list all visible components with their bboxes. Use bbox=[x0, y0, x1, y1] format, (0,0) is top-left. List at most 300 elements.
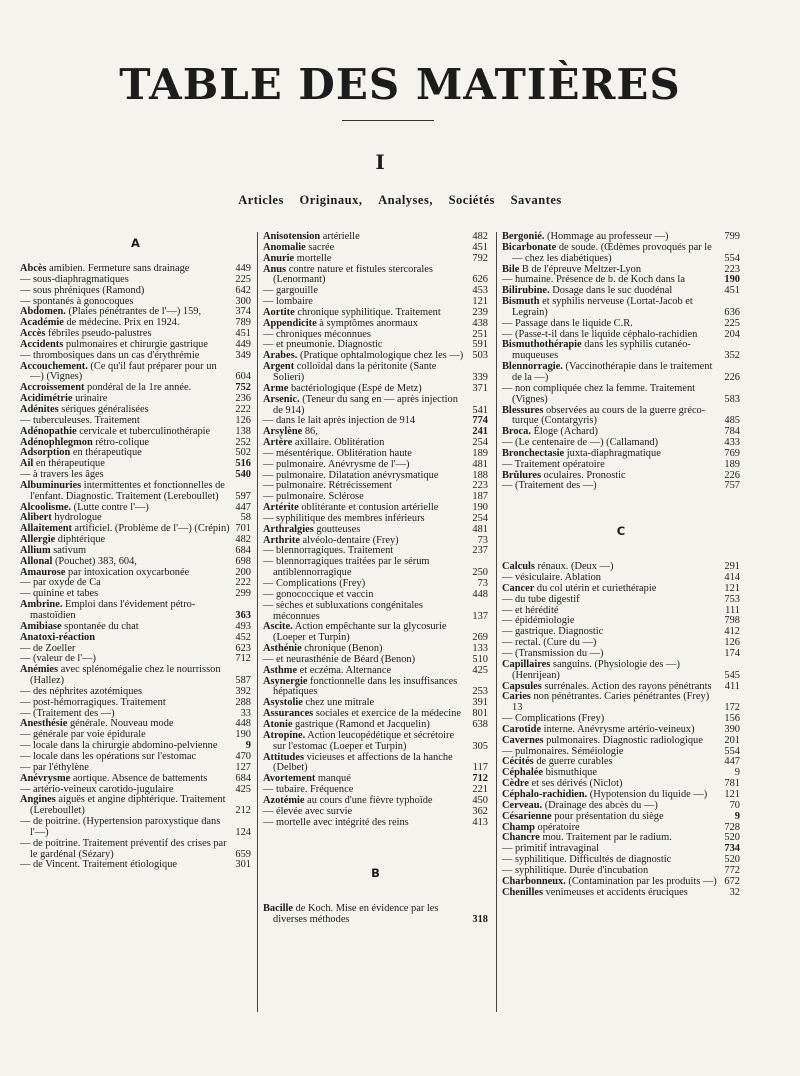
page-number: 251 bbox=[472, 328, 488, 340]
entry-heading: Ambrine. bbox=[20, 599, 63, 611]
entry-heading: Anesthésie bbox=[20, 718, 68, 730]
entry-description: avec splénomégalie chez le nourrisson (Hallez) bbox=[30, 664, 221, 687]
entry-description: axillaire. Oblitération bbox=[292, 437, 385, 449]
entry-heading: Asthme bbox=[263, 664, 298, 676]
page-number: 485 bbox=[724, 415, 740, 427]
entry-description: de médecine. Prix en 1924. bbox=[63, 317, 180, 329]
page-number: 223 bbox=[472, 480, 488, 492]
page-number: 222 bbox=[235, 403, 251, 415]
page-number: 174 bbox=[724, 648, 740, 659]
page-number: 291 bbox=[724, 561, 740, 573]
entry-description: sociales et exercice de la médecine bbox=[313, 708, 461, 720]
column-spacer bbox=[502, 492, 740, 520]
entry-description: chronique (Benon) bbox=[301, 643, 383, 655]
subtitle-word: Savantes bbox=[510, 193, 562, 207]
entry-heading: Bilirubine. bbox=[502, 285, 550, 297]
page-number: 447 bbox=[724, 756, 740, 768]
entry-description: — sèches et subluxations congénitales méconnues bbox=[263, 599, 423, 622]
entry-description: — gargouille bbox=[263, 285, 318, 297]
page-number: 482 bbox=[235, 534, 251, 546]
page-number: 363 bbox=[235, 610, 251, 621]
page-number: 591 bbox=[472, 339, 488, 351]
entry-description: 86, bbox=[302, 426, 318, 438]
entry-description: pulmonaires. Diagnostic radiologique bbox=[543, 734, 703, 746]
entry-text bbox=[502, 481, 740, 492]
entry-description: — par oxyde de Ca bbox=[20, 577, 101, 589]
entry-description: — et hérédité bbox=[502, 604, 559, 616]
entry-heading: Asystolie bbox=[263, 697, 303, 709]
entry-description: aortique. Absence de battements bbox=[70, 772, 208, 784]
entry-text bbox=[263, 753, 488, 775]
page-number: 450 bbox=[472, 794, 488, 806]
page-number: 792 bbox=[472, 252, 488, 264]
entry-text bbox=[502, 406, 740, 428]
page-number: 124 bbox=[235, 826, 251, 838]
subtitle-word: Articles bbox=[238, 193, 284, 207]
entry-description: et ses dérivés (Niclot) bbox=[528, 778, 623, 790]
page-number: 269 bbox=[472, 632, 488, 644]
entry-description: en thérapeutique bbox=[70, 447, 142, 459]
page-number: 545 bbox=[724, 669, 740, 681]
entry-description: (Teneur du sang en — après injection de 914) bbox=[273, 393, 458, 416]
entry-description: mortelle bbox=[294, 252, 332, 264]
page-number: 349 bbox=[235, 349, 251, 361]
page-number: 438 bbox=[472, 317, 488, 329]
entry-description: non pénétrantes. Caries pénétrantes (Frey) 13 bbox=[512, 691, 710, 714]
entry-heading: Alibert bbox=[20, 512, 52, 524]
entry-description: — artério-veineux carotido-jugulaire bbox=[20, 783, 174, 795]
entry-text bbox=[263, 601, 488, 623]
page-number: 299 bbox=[235, 588, 251, 600]
entry-description: — mortelle avec intégrité des reins bbox=[263, 816, 409, 828]
page-number: 127 bbox=[235, 761, 251, 773]
entry-description: Éloge (Achard) bbox=[530, 426, 598, 438]
page-number: 204 bbox=[724, 328, 740, 340]
entry-heading: Accidents bbox=[20, 338, 64, 350]
page-number: 239 bbox=[472, 306, 488, 318]
page-number: 121 bbox=[724, 582, 740, 594]
entry-description: fébriles pseudo-palustres bbox=[45, 328, 152, 340]
page-number: 189 bbox=[472, 447, 488, 459]
entry-heading: Adénopathie bbox=[20, 425, 77, 437]
entry-description: (Pouchet) 383, 604, bbox=[52, 555, 137, 567]
entry-description: — (Transmission du —) bbox=[502, 648, 604, 659]
page-number: 188 bbox=[472, 469, 488, 481]
entry-description: sériques généralisées bbox=[58, 403, 149, 415]
page-number: 156 bbox=[724, 713, 740, 725]
entry-description: à symptômes anormaux bbox=[316, 317, 418, 329]
page-number: 305 bbox=[472, 740, 488, 752]
entry-description: — pulmonaire. Sclérose bbox=[263, 491, 364, 503]
entry-text bbox=[20, 481, 251, 503]
entry-description: surrénales. Action des rayons pénétrants bbox=[541, 680, 712, 692]
index-entry bbox=[263, 395, 488, 417]
page-number: 288 bbox=[235, 696, 251, 708]
page-number: 121 bbox=[724, 788, 740, 800]
page-number: 452 bbox=[235, 631, 251, 643]
page-number: 32 bbox=[729, 886, 740, 898]
entry-description: — à travers les âges bbox=[20, 469, 104, 481]
entry-heading: Bicarbonate bbox=[502, 241, 557, 253]
index-entry bbox=[20, 362, 251, 384]
entry-text bbox=[263, 557, 488, 579]
entry-text bbox=[263, 395, 488, 417]
entry-heading: Anurie bbox=[263, 252, 295, 264]
column-spacer bbox=[263, 828, 488, 862]
page-number: 789 bbox=[235, 317, 251, 329]
entry-heading: Albuminuries bbox=[20, 479, 82, 491]
entry-heading: Bergonié. bbox=[502, 231, 545, 242]
entry-description: (Vaccinothérapie dans le traitement de la —) bbox=[512, 361, 713, 383]
entry-description: chez une mitrale bbox=[302, 697, 375, 709]
page-number: 520 bbox=[724, 832, 740, 844]
page-number: 540 bbox=[235, 469, 251, 481]
page-number: 801 bbox=[472, 708, 488, 720]
page-number: 172 bbox=[724, 702, 740, 714]
section-numeral: I bbox=[375, 150, 385, 174]
entry-description: — de poitrine. Traitement préventif des crises par le gardénal (Sézary) bbox=[20, 837, 227, 860]
index-entry bbox=[263, 622, 488, 644]
index-column-1 bbox=[20, 232, 251, 871]
entry-heading: Arsylène bbox=[263, 426, 303, 438]
index-entry bbox=[20, 481, 251, 503]
page-number: 583 bbox=[724, 393, 740, 405]
entry-description: — élevée avec survie bbox=[263, 805, 353, 817]
entry-text bbox=[20, 665, 251, 687]
entry-heading: Arabes. bbox=[263, 350, 298, 362]
entry-heading: Cavernes bbox=[502, 734, 544, 746]
index-entry bbox=[263, 731, 488, 753]
page-number: 201 bbox=[724, 734, 740, 746]
page-number: 190 bbox=[235, 729, 251, 741]
entry-heading: Amaurose bbox=[20, 566, 66, 578]
entry-description: vicieuses et affections de la hanche (Delbet) bbox=[273, 751, 453, 774]
page-number: 117 bbox=[472, 762, 488, 774]
entry-heading: Abcès bbox=[20, 263, 47, 274]
page-number: 753 bbox=[724, 593, 740, 605]
entry-description: amibien. Fermeture sans drainage bbox=[46, 263, 190, 274]
page-number: 481 bbox=[472, 523, 488, 535]
entry-description: artificiel. (Problème de l'—) (Crépin) bbox=[71, 523, 230, 535]
section-letter: B bbox=[371, 866, 380, 881]
page-number: 254 bbox=[472, 512, 488, 524]
index-entry bbox=[502, 888, 740, 899]
page-number: 684 bbox=[235, 772, 251, 784]
index-entry bbox=[263, 677, 488, 699]
page-number: 254 bbox=[472, 437, 488, 449]
entry-heading: Chenilles bbox=[502, 886, 543, 898]
page-number: 252 bbox=[235, 436, 251, 448]
index-column-2 bbox=[263, 232, 488, 926]
page-number: 121 bbox=[472, 296, 488, 308]
entry-description: manqué bbox=[315, 773, 351, 785]
page-number: 516 bbox=[235, 458, 251, 470]
index-entry bbox=[502, 297, 740, 319]
entry-description: hydrologue bbox=[51, 512, 102, 524]
index-entry bbox=[20, 795, 251, 817]
entry-description: en thérapeutique bbox=[33, 458, 105, 470]
entry-heading: Ail bbox=[20, 458, 34, 470]
page-number: 137 bbox=[472, 610, 488, 622]
entry-description: — tuberculeuses. Traitement bbox=[20, 414, 140, 426]
entry-description: — vésiculaire. Ablation bbox=[502, 572, 601, 584]
entry-description: mou. Traitement par le radium. bbox=[539, 832, 672, 844]
entry-description: par intoxication oxycarbonée bbox=[65, 566, 190, 578]
page-number: 73 bbox=[477, 578, 488, 589]
entry-description: — post-hémorragiques. Traitement bbox=[20, 696, 166, 708]
entry-text bbox=[502, 362, 740, 384]
page-number: 412 bbox=[724, 626, 740, 638]
entry-heading: Adsorption bbox=[20, 447, 71, 459]
entry-heading: Ascite. bbox=[263, 621, 293, 633]
page-number: 503 bbox=[472, 350, 488, 362]
page-number: 597 bbox=[235, 490, 251, 502]
index-entry bbox=[502, 660, 740, 682]
entry-heading: Asynergie bbox=[263, 675, 308, 687]
entry-description: — (Traitement des —) bbox=[20, 707, 115, 719]
entry-heading: Blennorragie. bbox=[502, 361, 563, 373]
entry-description: — Passage dans le liquide C.R. bbox=[502, 317, 633, 329]
section-letter: C bbox=[616, 524, 626, 539]
entry-description: (Ce qu'il faut préparer pour un —) (Vignes) bbox=[30, 360, 217, 383]
section-letter: A bbox=[131, 236, 140, 250]
entry-text bbox=[502, 660, 740, 682]
entry-description: — et neurasthénie de Béard (Benon) bbox=[263, 653, 416, 665]
index-entry bbox=[263, 818, 488, 829]
entry-description: — syphilitique des membres inférieurs bbox=[263, 512, 425, 524]
entry-heading: Arthrite bbox=[263, 534, 300, 546]
column-spacer bbox=[502, 542, 740, 562]
entry-description: — mésentérique. Oblitération haute bbox=[263, 447, 412, 459]
page-number: 253 bbox=[472, 686, 488, 698]
entry-description: artérielle bbox=[320, 231, 360, 242]
entry-text bbox=[263, 904, 488, 926]
entry-text bbox=[263, 731, 488, 753]
entry-text bbox=[263, 677, 488, 699]
page-number: 470 bbox=[235, 750, 251, 762]
entry-heading: Allergie bbox=[20, 534, 56, 546]
entry-description: de Koch. Mise en évidence par les diverses méthodes bbox=[273, 903, 439, 926]
entry-text bbox=[263, 622, 488, 644]
entry-description: chronique syphilitique. Traitement bbox=[294, 306, 441, 318]
index-entry bbox=[263, 753, 488, 775]
page-number: 799 bbox=[724, 231, 740, 242]
page-number: 392 bbox=[235, 685, 251, 697]
subtitle-word: Originaux, bbox=[299, 193, 363, 207]
column-divider bbox=[257, 232, 258, 1012]
entry-description: sanguins. (Physiologie des —) (Henrijean) bbox=[512, 658, 680, 681]
entry-description: gastrique (Ramond et Jacquelin) bbox=[292, 718, 430, 730]
page-number: 734 bbox=[724, 843, 740, 855]
entry-description: — pulmonaire. Anévrysme de l'—) bbox=[263, 458, 410, 470]
entry-heading: Accès bbox=[20, 328, 46, 340]
page-number: 374 bbox=[235, 306, 251, 318]
entry-heading: Champ bbox=[502, 821, 535, 833]
entry-description: spontanée du chat bbox=[61, 620, 139, 632]
entry-heading: Carotide bbox=[502, 723, 542, 735]
index-entry bbox=[502, 384, 740, 406]
subtitle-word: Analyses, bbox=[378, 193, 433, 207]
entry-description: (Hommage au professeur —) bbox=[544, 231, 669, 242]
page-number: 541 bbox=[472, 404, 488, 416]
entry-heading: Allonal bbox=[20, 555, 53, 567]
entry-description: — thrombosiques dans un cas d'érythrémie bbox=[20, 349, 200, 361]
entry-heading: Acidimétrie bbox=[20, 393, 73, 405]
page-number: 33 bbox=[240, 707, 251, 719]
entry-description: — syphilitique. Durée d'incubation bbox=[502, 864, 649, 876]
index-entry bbox=[502, 481, 740, 492]
entry-heading: Cèdre bbox=[502, 778, 529, 790]
entry-heading: Cancer bbox=[502, 582, 535, 594]
entry-heading: Cerveau. bbox=[502, 799, 543, 811]
entry-heading: Capsules bbox=[502, 680, 542, 692]
page-number: 774 bbox=[472, 415, 488, 427]
page-number: 9 bbox=[734, 767, 740, 779]
page-number: 769 bbox=[724, 447, 740, 459]
page-number: 638 bbox=[472, 718, 488, 730]
entry-description: — humaine. Présence de b. de Koch dans la bbox=[502, 274, 685, 286]
page-number: 222 bbox=[235, 577, 251, 589]
page-number: 493 bbox=[235, 620, 251, 632]
page-number: 672 bbox=[724, 875, 740, 887]
entry-description: interne. Anévrysme artério-veineux) bbox=[541, 723, 695, 735]
page-number: 190 bbox=[472, 502, 488, 514]
entry-heading: Anévrysme bbox=[20, 772, 71, 784]
entry-text bbox=[502, 297, 740, 319]
entry-heading: Académie bbox=[20, 317, 64, 329]
entry-description: et eczéma. Alternance bbox=[297, 664, 392, 676]
entry-description: — dans le lait après injection de 914 bbox=[263, 415, 416, 427]
entry-heading: Atropine. bbox=[263, 729, 306, 741]
page-number: 623 bbox=[235, 642, 251, 654]
page-number: 73 bbox=[477, 534, 488, 546]
entry-description: — gonococcique et vaccin bbox=[263, 588, 374, 600]
page-number: 190 bbox=[724, 274, 740, 286]
entry-heading: Azotémie bbox=[263, 794, 305, 806]
entry-description: — générale par voie épidurale bbox=[20, 729, 146, 741]
entry-description: alvéolo-dentaire (Frey) bbox=[299, 534, 399, 546]
entry-description: rétro-colique bbox=[92, 436, 150, 448]
entry-description: — épidémiologie bbox=[502, 615, 575, 627]
entry-heading: Arme bbox=[263, 382, 289, 394]
entry-heading: Blessures bbox=[502, 404, 544, 416]
entry-description: — sous phréniques (Ramond) bbox=[20, 284, 145, 296]
entry-description: du col utérin et curiethérapie bbox=[534, 582, 657, 594]
entry-description: — par l'éthylène bbox=[20, 761, 89, 773]
page-number: 236 bbox=[235, 393, 251, 405]
entry-heading: Chancre bbox=[502, 832, 540, 844]
entry-heading: Arthralgies bbox=[263, 523, 314, 535]
page-number: 250 bbox=[472, 567, 488, 579]
page-number: 411 bbox=[724, 680, 740, 692]
entry-description: aiguës et angine diphtérique. Traitement (Lereboullet) bbox=[30, 794, 226, 817]
page-number: 237 bbox=[472, 545, 488, 557]
entry-description: — (Le centenaire de —) (Callamand) bbox=[502, 437, 659, 449]
index-entry bbox=[263, 265, 488, 287]
page-number: 554 bbox=[724, 745, 740, 757]
entry-heading: Céphalo-rachidien. bbox=[502, 788, 588, 800]
page-number: 9 bbox=[734, 810, 740, 822]
page-number: 481 bbox=[472, 458, 488, 470]
index-entry bbox=[20, 665, 251, 687]
entry-text bbox=[20, 600, 251, 622]
entry-description: — gastrique. Diagnostic bbox=[502, 626, 604, 638]
entry-description: (Plaies pénétrantes de l'—) 159, bbox=[65, 306, 202, 318]
page-number: 684 bbox=[235, 544, 251, 556]
page-number: 781 bbox=[724, 778, 740, 790]
entry-description: — tubaire. Fréquence bbox=[263, 784, 354, 796]
page-number: 425 bbox=[472, 664, 488, 676]
entry-description: — (Traitement des —) bbox=[502, 480, 597, 492]
entry-description: observées au cours de la guerre gréco-turque (Contargyris) bbox=[512, 404, 706, 427]
entry-description: (Pratique ophtalmologique chez les —) bbox=[297, 350, 464, 362]
page-number: 712 bbox=[235, 653, 251, 665]
entry-description: — quinine et tabes bbox=[20, 588, 99, 600]
index-entry bbox=[502, 243, 740, 265]
page-number: 520 bbox=[724, 854, 740, 866]
entry-description: (Hypotension du liquide —) bbox=[587, 788, 708, 800]
entry-description: goutteuses bbox=[313, 523, 361, 535]
page-number: 698 bbox=[235, 555, 251, 567]
entry-text bbox=[20, 362, 251, 384]
page-number: 510 bbox=[472, 653, 488, 665]
entry-heading: Anémies bbox=[20, 664, 59, 676]
entry-description: sacrée bbox=[305, 241, 335, 253]
index-entry bbox=[502, 692, 740, 714]
entry-description: de soude. (Œdèmes provoqués par le — chez les diabétiques) bbox=[512, 241, 712, 264]
entry-description: au cours d'une fièvre typhoïde bbox=[304, 794, 433, 806]
index-entry bbox=[502, 340, 740, 362]
entry-description: — de Zoeller bbox=[20, 642, 76, 654]
entry-heading: Arsenic. bbox=[263, 393, 300, 405]
entry-heading: Amibiase bbox=[20, 620, 62, 632]
page-number: 223 bbox=[724, 263, 740, 275]
entry-text bbox=[502, 888, 740, 899]
entry-text bbox=[502, 384, 740, 406]
entry-description: — Complications (Frey) bbox=[502, 713, 605, 725]
entry-description: — de Vincent. Traitement étiologique bbox=[20, 859, 178, 871]
column-spacer bbox=[263, 884, 488, 904]
entry-description: — rectal. (Cure du —) bbox=[502, 637, 597, 649]
entry-description: (Drainage des abcès du —) bbox=[542, 799, 658, 811]
index-entry bbox=[263, 601, 488, 623]
page-number: 798 bbox=[724, 615, 740, 627]
entry-description: — pulmonaire. Dilatation anévrysmatique bbox=[263, 469, 439, 481]
page-number: 449 bbox=[235, 263, 251, 274]
entry-heading: Atonie bbox=[263, 718, 293, 730]
entry-heading: Abdomen. bbox=[20, 306, 66, 318]
entry-heading: Bismuth bbox=[502, 296, 540, 308]
entry-heading: Accouchement. bbox=[20, 360, 88, 372]
index-column-3 bbox=[502, 232, 740, 898]
page-number: 225 bbox=[724, 317, 740, 329]
entry-heading: Broca. bbox=[502, 426, 531, 438]
page-number: 111 bbox=[725, 604, 740, 616]
entry-description: — blennorragiques. Traitement bbox=[263, 545, 394, 557]
entry-text bbox=[20, 795, 251, 817]
page-number: 339 bbox=[472, 371, 488, 383]
entry-heading: Bronchectasie bbox=[502, 447, 565, 459]
page-number: 70 bbox=[729, 799, 740, 811]
entry-heading: Asthénie bbox=[263, 643, 302, 655]
entry-heading: Anus bbox=[263, 263, 287, 275]
entry-heading: Caries bbox=[502, 691, 531, 703]
page-number: 784 bbox=[724, 426, 740, 438]
entry-text bbox=[502, 340, 740, 362]
page-number: 58 bbox=[240, 512, 251, 524]
entry-description: — Complications (Frey) bbox=[263, 578, 366, 589]
entry-description: pour présentation du siège bbox=[551, 810, 664, 822]
